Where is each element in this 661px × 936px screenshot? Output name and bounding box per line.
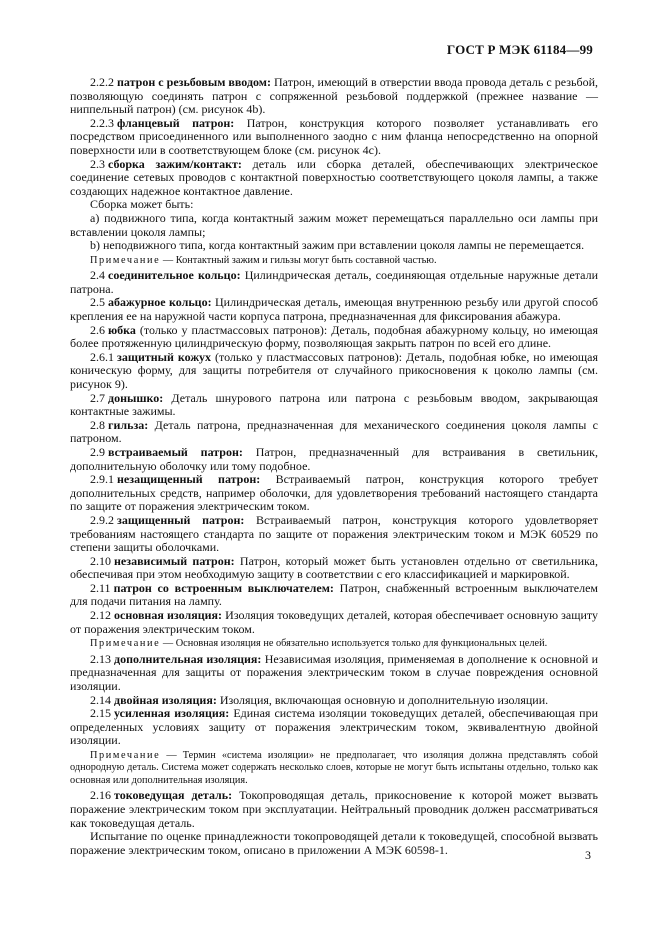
paragraph-text: Патрон, предназначенный для встраивания в светильник, дополнительную оболочку или тому подобное. (70, 444, 598, 473)
definition-paragraph (70, 609, 598, 636)
defined-term: незащищенный патрон: (117, 472, 261, 487)
defined-term: усиленная изоляция: (114, 706, 230, 721)
paragraph-text: Патрон, снабженный встроенным выключателем для подачи питания на лампу. (70, 580, 598, 609)
definition-paragraph (70, 514, 598, 555)
defined-term: патрон с резьбовым вводом: (117, 75, 271, 89)
definition-paragraph (70, 653, 598, 694)
clause-number: 2.13 (90, 651, 111, 666)
note-text: — Контактный зажим и гильзы могут быть составной частью. (160, 254, 437, 266)
definition-paragraph (70, 830, 598, 857)
defined-term: патрон со встроенным выключателем: (113, 580, 334, 595)
paragraph-text: Цилиндрическая деталь, соединяющая отдельные наружные детали патрона. (70, 268, 599, 296)
definition-paragraph (70, 446, 598, 473)
paragraph-text: Независимая изоляция, применяемая в дополнение к основной и предназначенная для защиты от поражения электрическим током в случае повреждения основной изоляции. (70, 651, 599, 693)
definition-paragraph (70, 582, 598, 609)
note-paragraph (70, 750, 598, 788)
definition-paragraph (70, 789, 598, 830)
definition-paragraph (70, 392, 598, 419)
definition-paragraph (70, 419, 598, 446)
defined-term: фланцевый патрон: (117, 115, 235, 130)
paragraph-text: деталь или сборка деталей, обеспечивающих электрическое соединение сетевых проводов с контактной поверхностью соответствующего цоколя лампы, а также создающих надежное контактное давление. (70, 156, 598, 198)
paragraph-text: (только у пластмассовых патронов): Деталь, подобная юбке, но имеющая коническую форму, для защиты потребителя от случайного прикосновения к цоколю лампы (см. рисунок 9). (70, 349, 598, 391)
note-label: Примечание (90, 638, 161, 650)
clause-number: 2.4 (90, 268, 105, 283)
clause-number: 2.2.2 (90, 75, 114, 89)
defined-term: абажурное кольцо: (108, 295, 212, 310)
defined-term: гильза: (108, 417, 149, 432)
note-paragraph (70, 255, 598, 268)
definition-paragraph (70, 324, 598, 351)
defined-term: основная изоляция: (114, 608, 223, 623)
paragraph-text: Патрон, конструкция которого позволяет устанавливать его посредством присоединенного или выполненного заодно с ним фланца непосредственно на опорной поверхности или в соответствующем блоке (см. рисунок 4c). (70, 115, 598, 157)
defined-term: защитный кожух (117, 349, 212, 364)
clause-number: 2.6 (90, 322, 105, 337)
definition-paragraph (70, 473, 598, 514)
clause-number: 2.3 (90, 156, 105, 171)
note-label: Примечание (90, 254, 161, 266)
note-label: Примечание (90, 749, 161, 761)
paragraph-text: Испытание по оценке принадлежности токопроводящей детали к токоведущей, способной вызвать поражение электрическим током, описано в приложении А МЭК 60598-1. (70, 829, 598, 857)
note-text: — Термин «система изоляции» не предполагает, что изоляция должна представлять собой однородную деталь. Система может содержать несколько слоев, которые не могут быть испытаны отдельно, только как основная или дополнительная изоляция. (70, 749, 598, 786)
clause-number: 2.5 (90, 295, 105, 310)
clause-number: 2.10 (90, 553, 111, 568)
note-paragraph (70, 638, 598, 651)
paragraph-text: Токопроводящая деталь, прикосновение к которой может вызвать поражение электрическим током при эксплуатации. Нейтральный проводник должен рассматриваться как токоведущая деталь. (70, 788, 599, 830)
clause-number: 2.8 (90, 417, 105, 432)
paragraph-text: Изоляция токоведущих деталей, которая обеспечивает основную защиту от поражения электрическим током. (70, 608, 598, 636)
definition-paragraph (70, 117, 598, 158)
defined-term: токоведущая деталь: (114, 788, 233, 803)
clause-number: 2.9.2 (90, 512, 114, 527)
defined-term: независимый патрон: (114, 553, 235, 568)
defined-term: встраиваемый патрон: (108, 444, 243, 459)
defined-term: соединительное кольцо: (108, 268, 241, 283)
clause-number: 2.2.3 (90, 115, 114, 130)
paragraph-text: Деталь патрона, предназначенная для механического соединения цоколя лампы с патроном. (70, 417, 598, 446)
clause-number: 2.9.1 (90, 472, 114, 487)
definition-paragraph (70, 555, 598, 582)
document-body (70, 76, 598, 857)
definition-paragraph (70, 707, 598, 748)
standard-header: ГОСТ Р МЭК 61184—99 (446, 42, 593, 57)
paragraph-text: Деталь шнурового патрона или патрона с резьбовым вводом, закрывающая контактные зажимы. (70, 390, 599, 419)
clause-number: 2.14 (90, 692, 111, 707)
paragraph-text: Сборка может быть: (90, 197, 194, 212)
clause-number: 2.7 (90, 390, 105, 405)
definition-paragraph (70, 296, 598, 323)
defined-term: дополнительная изоляция: (114, 651, 262, 666)
definition-paragraph (70, 239, 598, 253)
definition-paragraph (70, 269, 598, 296)
clause-number: 2.16 (90, 788, 111, 803)
definition-paragraph (70, 158, 598, 199)
paragraph-text: (только у пластмассовых патронов): Деталь, подобная абажурному кольцу, но имеющая более протяженную цилиндрическую форму, позволяющая закрыть патрон по всей его длине. (70, 322, 598, 351)
paragraph-text: Единая система изоляции токоведущих деталей, обеспечивающая при определенных условиях защиту от поражения электрическим током, эквивалентную двойной изоляции. (70, 706, 598, 748)
defined-term: защищенный патрон: (117, 512, 245, 527)
paragraph-text: Цилиндрическая деталь, имеющая внутреннюю резьбу или другой способ крепления ее на наружной части корпуса патрона, предназначенная для фиксирования абажура. (70, 295, 599, 323)
definition-paragraph (70, 76, 598, 117)
clause-number: 2.6.1 (90, 349, 114, 364)
defined-term: юбка (108, 322, 136, 337)
definition-paragraph (70, 694, 598, 708)
paragraph-text: a) подвижного типа, когда контактный зажим может перемещаться параллельно оси лампы при вставлении цоколя лампы; (70, 210, 598, 239)
paragraph-text: b) неподвижного типа, когда контактный зажим при вставлении цоколя лампы не перемещается. (90, 238, 585, 253)
defined-term: двойная изоляция: (114, 692, 217, 707)
note-text: — Основная изоляция не обязательно используется только для функциональных целей. (160, 638, 548, 650)
definition-paragraph (70, 212, 598, 239)
paragraph-text: Встраиваемый патрон, конструкция которого удовлетворяет требованиям настоящего стандарта по защите от поражения электрическим током и МЭК 60529 по степени защиты оболочками. (70, 512, 598, 555)
clause-number: 2.12 (90, 608, 111, 623)
page-number: 3 (585, 848, 591, 862)
paragraph-text: Изоляция, включающая основную и дополнительную изоляции. (219, 692, 549, 707)
paragraph-text: Патрон, имеющий в отверстии ввода провода деталь с резьбой, позволяющую соединять патрон с сопряженной резьбовой поддержкой (прежнее название — ниппельный патрон) (см. рисунок 4b). (70, 75, 599, 117)
paragraph-text: Встраиваемый патрон, конструкция которого требует дополнительных средств, например оболочки, для удовлетворения требований настоящего стандарта по защите от поражения электрическим током. (70, 472, 599, 514)
clause-number: 2.11 (90, 580, 111, 595)
clause-number: 2.9 (90, 444, 105, 459)
clause-number: 2.15 (90, 706, 111, 721)
definition-paragraph (70, 351, 598, 392)
defined-term: донышко: (108, 390, 164, 405)
paragraph-text: Патрон, который может быть установлен отдельно от светильника, обеспечивая при этом необходимую защиту в соответствии с его классификацией и маркировкой. (70, 553, 598, 582)
defined-term: сборка зажим/контакт: (108, 156, 242, 171)
definition-paragraph (70, 198, 598, 212)
